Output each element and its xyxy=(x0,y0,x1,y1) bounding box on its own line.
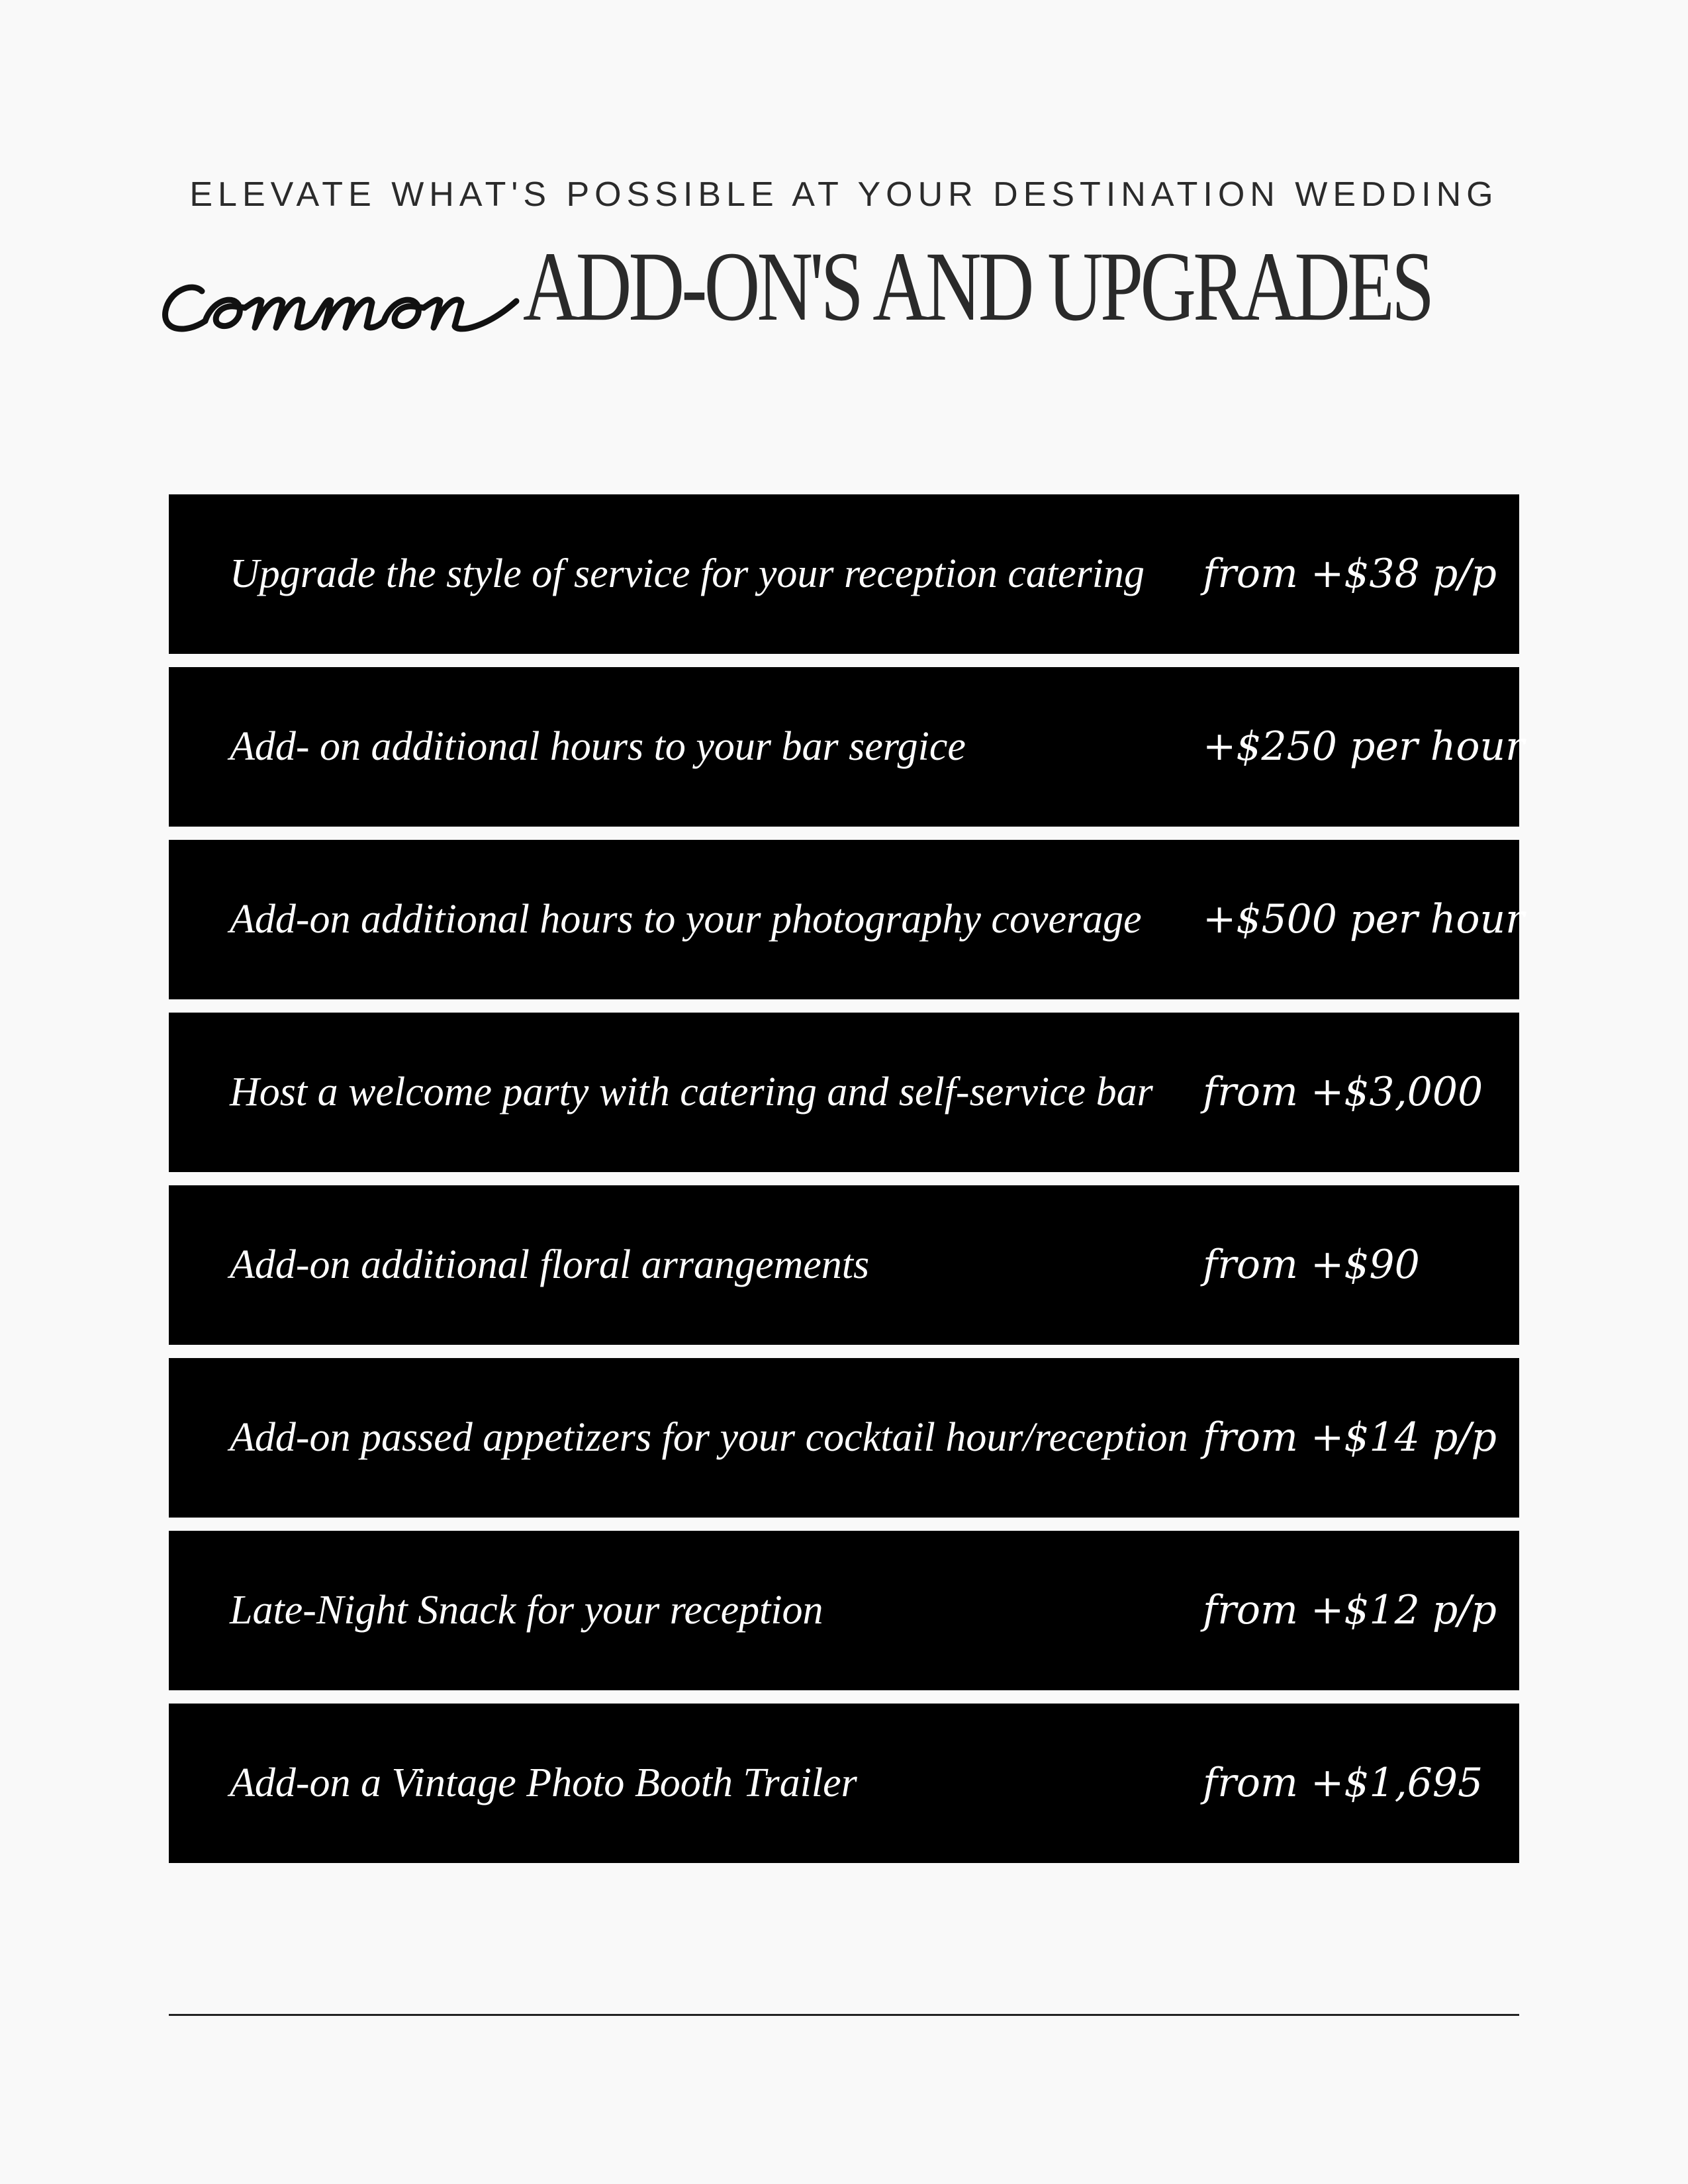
addon-row xyxy=(169,1704,1519,1863)
addon-label: Add-on passed appetizers for your cocktail hour/reception xyxy=(230,1415,1188,1460)
addon-label: Late-Night Snack for your reception xyxy=(230,1588,823,1633)
script-word-common xyxy=(156,228,526,347)
addon-price: from +$14 p/p xyxy=(1203,1414,1497,1461)
addon-row xyxy=(169,1531,1519,1690)
addon-label: Add- on additional hours to your bar sergice xyxy=(230,724,966,769)
addon-label: Add-on a Vintage Photo Booth Trailer xyxy=(230,1760,857,1805)
page-title: ADD-ON'S AND UPGRADES xyxy=(523,232,1432,341)
addon-label: Add-on additional hours to your photography coverage xyxy=(230,897,1142,942)
addon-price: from +$38 p/p xyxy=(1203,551,1497,597)
addon-price: from +$1,695 xyxy=(1203,1760,1483,1806)
addon-row xyxy=(169,1013,1519,1172)
addon-label: Host a welcome party with catering and self-service bar xyxy=(230,1069,1153,1115)
addon-row xyxy=(169,667,1524,827)
addon-price: from +$12 p/p xyxy=(1203,1587,1497,1633)
addon-price: +$250 per hour xyxy=(1203,723,1524,770)
addon-price: from +$90 xyxy=(1203,1242,1420,1288)
addon-row xyxy=(169,1358,1519,1518)
addon-list xyxy=(169,494,1524,1876)
addon-row xyxy=(169,840,1524,999)
addon-label: Upgrade the style of service for your reception catering xyxy=(230,551,1145,596)
eyebrow-text: ELEVATE WHAT'S POSSIBLE AT YOUR DESTINATION WEDDING xyxy=(189,175,1499,214)
footer-divider xyxy=(169,2014,1519,2016)
addon-price: +$500 per hour xyxy=(1203,896,1524,942)
addon-label: Add-on additional floral arrangements xyxy=(230,1242,870,1287)
addon-row xyxy=(169,494,1519,654)
addon-price: from +$3,000 xyxy=(1203,1069,1483,1115)
addon-row xyxy=(169,1185,1519,1345)
